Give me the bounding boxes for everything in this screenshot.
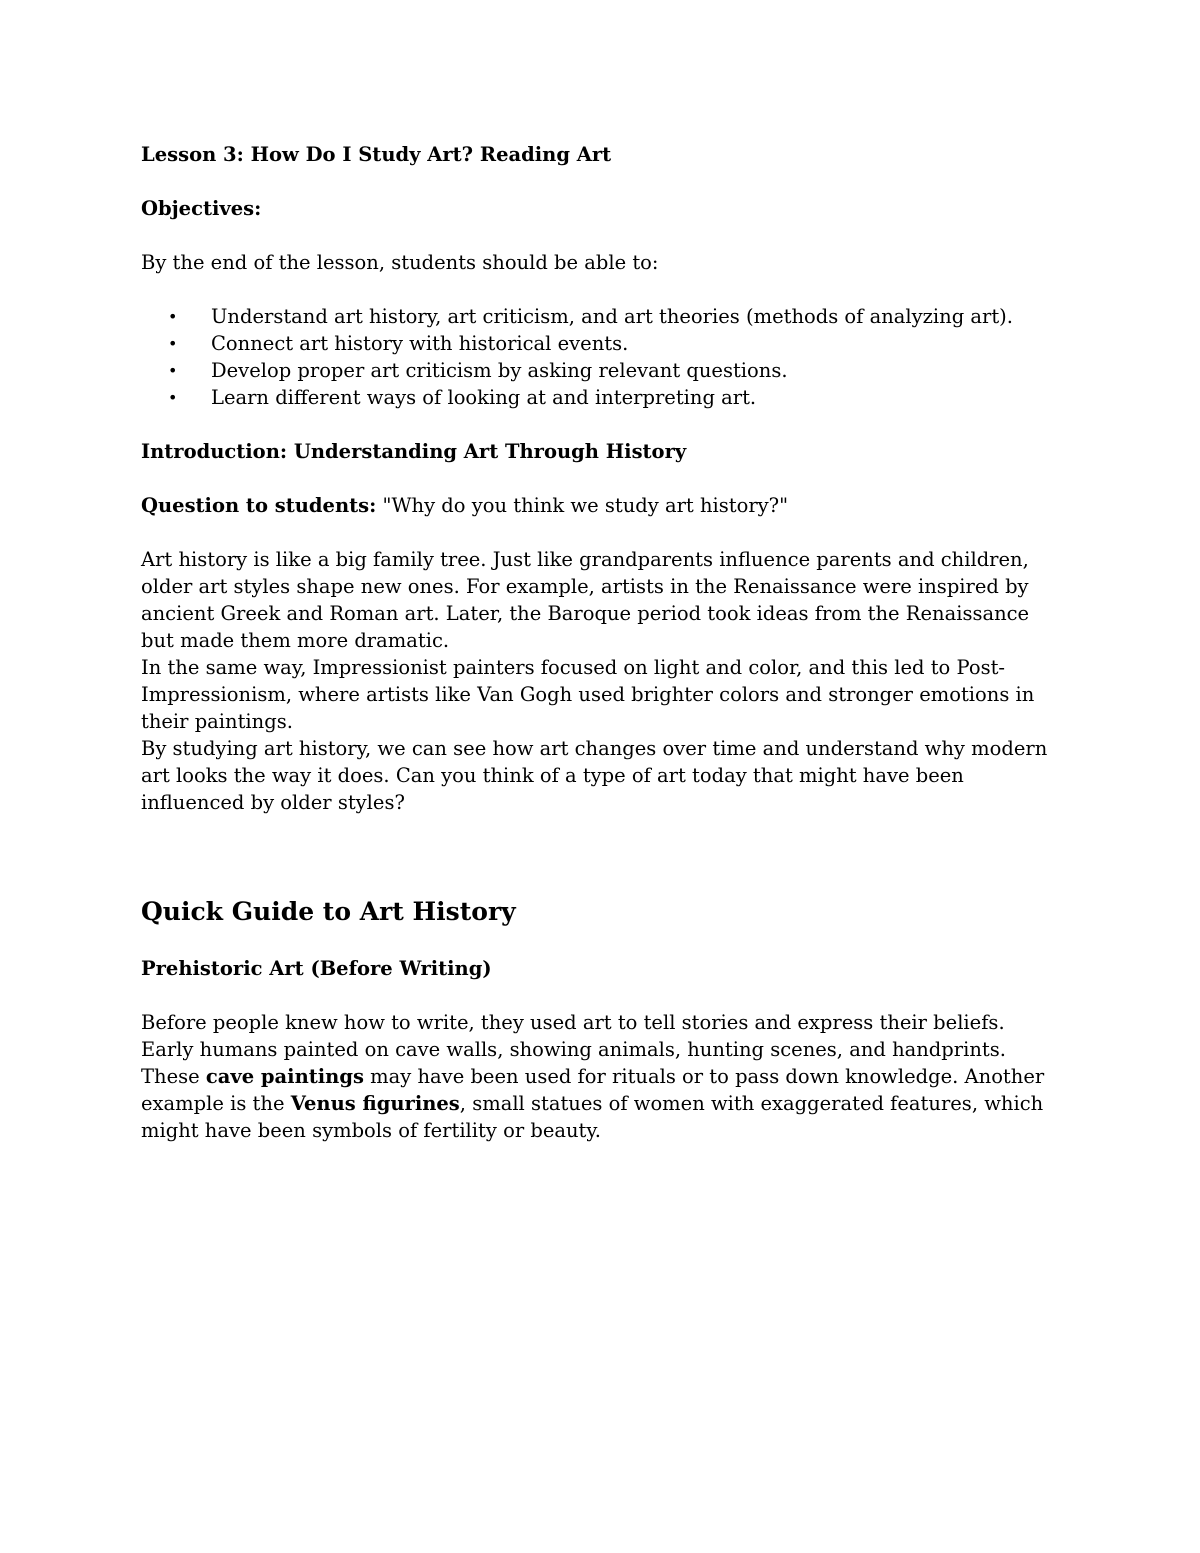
objectives-intro: By the end of the lesson, students should be able to: — [141, 251, 659, 274]
objective-text: Learn different ways of looking at and interpreting art. — [211, 386, 757, 409]
objective-text: Develop proper art criticism by asking relevant questions. — [211, 359, 788, 382]
bullet-icon: • — [168, 361, 178, 380]
prehistoric-paragraph — [141, 1009, 1061, 1144]
document-page — [141, 141, 1061, 1144]
objectives-list — [141, 303, 1061, 411]
question-label: Question to students: — [141, 494, 377, 517]
objective-item — [141, 303, 1061, 330]
prehistoric-text: , small statues of women with exaggerated features, which might have been symbols of fertility or beauty. — [141, 1092, 1044, 1142]
prehistoric-heading: Prehistoric Art (Before Writing) — [141, 957, 492, 980]
question-to-students — [141, 492, 1061, 519]
lesson-title: Lesson 3: How Do I Study Art? Reading Art — [141, 143, 612, 166]
objective-item — [141, 330, 1061, 357]
bullet-icon: • — [168, 307, 178, 326]
question-text: "Why do you think we study art history?" — [376, 494, 789, 517]
body-paragraph: Art history is like a big family tree. Just like grandparents influence parents and children, older art styles shape new ones. For example, artists in the Renaissance were inspired by ancient Greek and Roman art. Later, the Baroque period took ideas from the Renaissance but made them more dramatic. — [141, 548, 1030, 652]
guide-title: Quick Guide to Art History — [141, 897, 516, 926]
bullet-icon: • — [168, 388, 178, 407]
objective-text: Connect art history with historical events. — [211, 332, 629, 355]
prehistoric-bold-term: Venus figurines — [290, 1092, 460, 1115]
objective-item — [141, 384, 1061, 411]
section-spacer — [141, 816, 1061, 896]
body-paragraph: By studying art history, we can see how art changes over time and understand why modern art looks the way it does. Can you think of a type of art today that might have been influenced by older styles? — [141, 737, 1048, 814]
objective-text: Understand art history, art criticism, and art theories (methods of analyzing art). — [211, 305, 1013, 328]
objectives-heading: Objectives: — [141, 197, 262, 220]
body-paragraph: In the same way, Impressionist painters focused on light and color, and this led to Post-Impressionism, where artists like Van Gogh used brighter colors and stronger emotions in their paintings. — [141, 656, 1035, 733]
prehistoric-bold-term: cave paintings — [205, 1065, 364, 1088]
introduction-heading: Introduction: Understanding Art Through History — [141, 440, 687, 463]
prehistoric-text: Before people knew how to write, they used art to tell stories and express their beliefs. Early humans painted on cave walls, showing animals, hunting scenes, and handprints. These — [141, 1011, 1006, 1088]
prehistoric-text: may have been used for rituals or to pass down knowledge. Another example is the — [141, 1065, 1045, 1115]
bullet-icon: • — [168, 334, 178, 353]
objective-item — [141, 357, 1061, 384]
